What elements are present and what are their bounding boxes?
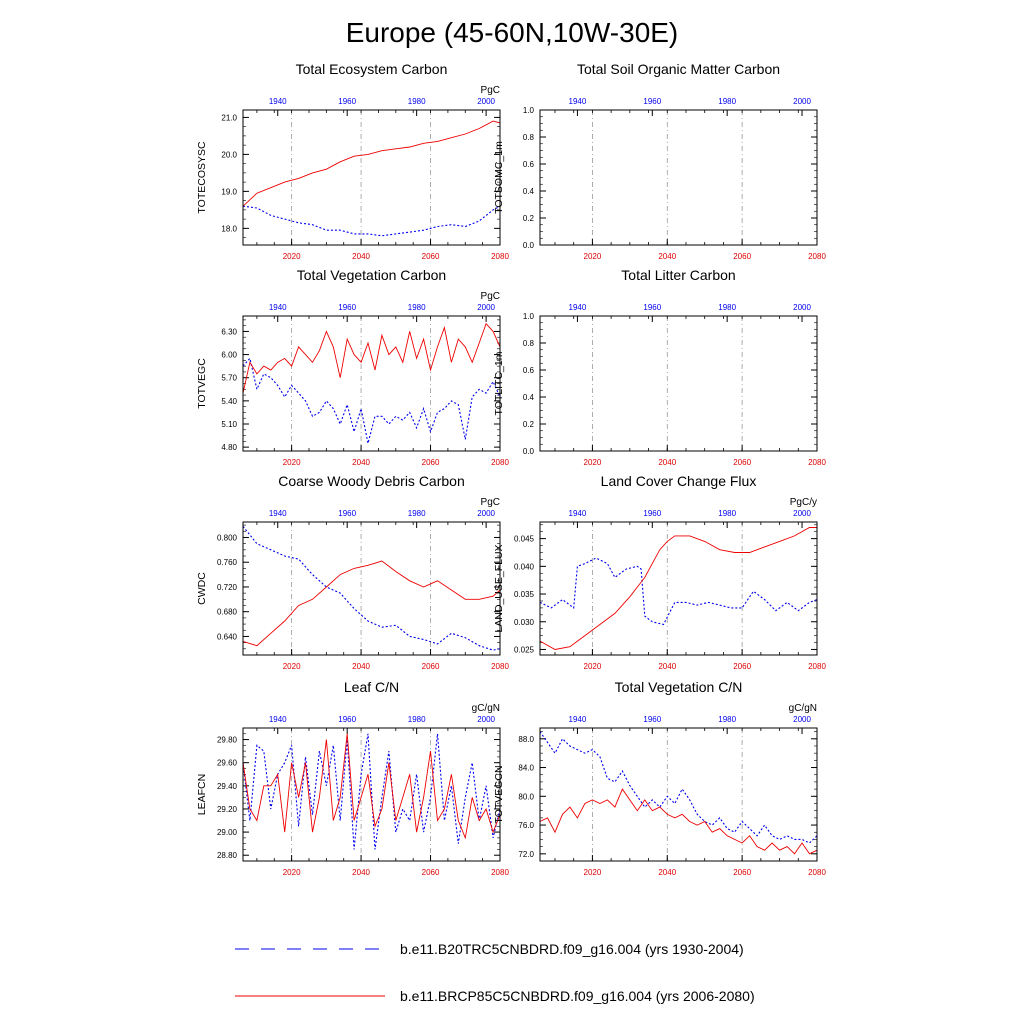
x-tick-label-top: 1980 [718,97,737,106]
y-tick-label: 88.0 [518,734,534,744]
y-tick-label: 0.045 [513,534,534,544]
x-tick-label-bottom: 2020 [282,868,301,877]
plot-frame [243,728,500,861]
panel-title: Total Litter Carbon [621,267,736,283]
y-tick-label: 0.760 [216,558,237,568]
units-label: PgC [480,85,500,96]
units-label: gC/gN [471,703,500,714]
x-tick-label-bottom: 2040 [352,868,370,877]
x-tick-label-top: 1940 [268,715,287,724]
y-tick-label: 0.0 [522,241,534,250]
y-tick-label: 29.40 [216,781,237,791]
x-tick-label-top: 1940 [268,303,287,312]
legend [235,941,755,1004]
x-tick-label-bottom: 2060 [733,868,752,877]
x-tick-label-top: 1980 [718,509,737,518]
series-line-historical [243,526,500,650]
x-tick-label-top: 1960 [338,715,357,724]
series-line-historical [540,732,817,843]
x-tick-label-top: 1980 [407,509,426,518]
x-tick-label-bottom: 2020 [282,458,301,467]
x-tick-label-top: 1940 [568,715,587,724]
units-label: PgC [480,291,500,302]
x-tick-label-bottom: 2020 [583,252,602,261]
x-tick-label-top: 2000 [477,509,496,518]
plot-frame [243,522,500,655]
y-tick-label: 5.10 [221,420,237,429]
y-tick-label: 0.035 [513,590,534,600]
x-tick-label-top: 1940 [568,97,587,106]
x-tick-label-top: 2000 [793,509,811,518]
x-tick-label-top: 2000 [477,303,496,312]
panel-title: Total Soil Organic Matter Carbon [576,61,781,77]
y-tick-label: 29.80 [216,735,237,745]
x-tick-label-top: 1940 [568,303,587,312]
x-tick-label-top: 2000 [793,97,811,106]
x-tick-label-top: 1960 [643,509,662,518]
series-line-historical [243,206,500,236]
y-tick-label: 28.80 [216,851,237,861]
plot-frame [540,728,817,861]
y-tick-label: 5.70 [221,373,237,383]
units-label: gC/gN [788,703,817,714]
x-tick-label-top: 1940 [268,509,287,518]
y-tick-label: 0.680 [216,607,237,617]
panels [196,61,826,877]
plot-frame [540,316,817,451]
y-tick-label: 0.030 [513,617,534,627]
x-tick-label-bottom: 2080 [491,868,509,877]
x-tick-label-top: 2000 [477,715,496,724]
y-tick-label: 29.20 [216,804,237,814]
x-tick-label-top: 1960 [338,509,357,518]
x-tick-label-bottom: 2040 [658,662,677,671]
panel-title: Coarse Woody Debris Carbon [278,473,465,489]
y-tick-label: 29.00 [216,828,237,838]
y-tick-label: 1.0 [522,312,534,321]
series-line-future [243,561,500,646]
x-tick-label-bottom: 2040 [658,868,677,877]
y-tick-label: 0.4 [522,393,534,402]
x-tick-label-bottom: 2080 [808,252,826,261]
panel-title: Total Ecosystem Carbon [295,61,448,77]
y-tick-label: 0.8 [522,133,534,142]
x-tick-label-bottom: 2040 [352,252,370,261]
y-tick-label: 5.40 [221,396,237,406]
panel-title: Leaf C/N [343,679,400,695]
panel-title: Total Vegetation C/N [614,679,743,695]
y-axis-label: TOTVEGCN [493,765,505,824]
y-tick-label: 0.040 [513,562,534,572]
x-tick-label-top: 1960 [643,97,662,106]
series-line-future [540,789,817,854]
y-tick-label: 20.0 [221,150,237,160]
x-tick-label-top: 1980 [407,715,426,724]
x-tick-label-top: 1980 [407,303,426,312]
x-tick-label-bottom: 2080 [491,458,509,467]
figure-title: Europe (45-60N,10W-30E) [345,17,679,48]
x-tick-label-bottom: 2060 [421,252,440,261]
x-tick-label-top: 1980 [718,715,737,724]
x-tick-label-bottom: 2020 [282,662,301,671]
y-tick-label: 0.0 [522,447,534,456]
x-tick-label-bottom: 2060 [733,252,752,261]
y-tick-label: 0.800 [216,533,237,543]
y-tick-label: 0.2 [522,420,534,429]
series-line-future [540,528,817,650]
x-tick-label-bottom: 2080 [808,868,826,877]
y-axis-label: TOTSOMC_1m [493,141,505,214]
x-tick-label-top: 2000 [477,97,496,106]
chart-panel-0 [196,61,509,261]
x-tick-label-top: 1940 [568,509,587,518]
chart-panel-7 [493,679,826,877]
chart-panel-2 [196,267,509,467]
x-tick-label-top: 2000 [793,303,811,312]
x-tick-label-bottom: 2020 [583,458,602,467]
legend-label-future: b.e11.BRCP85C5CNBDRD.f09_g16.004 (yrs 2006-2080) [400,988,755,1004]
x-tick-label-bottom: 2080 [808,458,826,467]
y-tick-label: 18.0 [221,224,237,234]
x-tick-label-bottom: 2060 [421,458,440,467]
chart-panel-1 [493,61,826,261]
chart-panel-4 [196,473,509,671]
y-tick-label: 4.80 [221,443,237,453]
panel-title: Total Vegetation Carbon [296,267,447,283]
x-tick-label-bottom: 2060 [421,662,440,671]
y-axis-label: TOTVEGC [196,358,208,409]
series-line-historical [540,558,817,625]
x-tick-label-bottom: 2020 [583,662,602,671]
x-tick-label-bottom: 2080 [491,252,509,261]
x-tick-label-top: 1980 [407,97,426,106]
y-axis-label: LAND_USE_FLUX [493,544,505,633]
y-tick-label: 0.4 [522,187,534,196]
units-label: PgC [480,497,500,508]
y-tick-label: 0.2 [522,214,534,223]
units-label: PgC/y [789,497,817,508]
y-tick-label: 0.6 [522,366,534,375]
x-tick-label-top: 1960 [338,303,357,312]
x-tick-label-bottom: 2040 [658,252,677,261]
series-line-future [243,121,500,206]
y-tick-label: 19.0 [221,187,237,197]
x-tick-label-bottom: 2040 [352,662,370,671]
y-tick-label: 6.00 [221,350,237,360]
x-tick-label-bottom: 2080 [491,662,509,671]
plot-frame [243,110,500,245]
y-tick-label: 80.0 [518,792,534,802]
series-line-historical [243,358,500,443]
y-tick-label: 0.6 [522,160,534,169]
x-tick-label-bottom: 2080 [808,662,826,671]
y-axis-label: LEAFCN [196,773,208,816]
x-tick-label-top: 1940 [268,97,287,106]
y-tick-label: 76.0 [518,821,534,831]
y-tick-label: 0.025 [513,645,534,655]
x-tick-label-bottom: 2040 [352,458,370,467]
y-tick-label: 21.0 [221,113,237,123]
y-axis-label: TOTLITC_1m [493,351,505,416]
panel-title: Land Cover Change Flux [600,473,757,489]
x-tick-label-bottom: 2060 [421,868,440,877]
chart-panel-6 [196,679,509,877]
y-tick-label: 84.0 [518,763,534,773]
series-line-historical [243,734,500,850]
y-tick-label: 0.8 [522,339,534,348]
y-axis-label: CWDC [196,572,208,605]
y-tick-label: 6.30 [221,327,237,337]
x-tick-label-top: 1960 [643,715,662,724]
y-tick-label: 0.640 [216,632,237,642]
y-axis-label: TOTECOSYSC [196,141,208,214]
plot-frame [243,316,500,451]
series-line-future [243,324,500,393]
y-tick-label: 1.0 [522,106,534,115]
x-tick-label-top: 1960 [643,303,662,312]
x-tick-label-top: 1960 [338,97,357,106]
x-tick-label-bottom: 2020 [282,252,301,261]
y-tick-label: 72.0 [518,849,534,859]
x-tick-label-top: 2000 [793,715,811,724]
y-tick-label: 0.720 [216,582,237,592]
x-tick-label-bottom: 2060 [733,458,752,467]
x-tick-label-bottom: 2060 [733,662,752,671]
chart-panel-3 [493,267,826,467]
x-tick-label-bottom: 2040 [658,458,677,467]
chart-panel-5 [493,473,826,671]
plot-frame [540,522,817,655]
plot-frame [540,110,817,245]
y-tick-label: 29.60 [216,758,237,768]
legend-label-historical: b.e11.B20TRC5CNBDRD.f09_g16.004 (yrs 1930-2004) [400,941,744,957]
x-tick-label-bottom: 2020 [583,868,602,877]
x-tick-label-top: 1980 [718,303,737,312]
